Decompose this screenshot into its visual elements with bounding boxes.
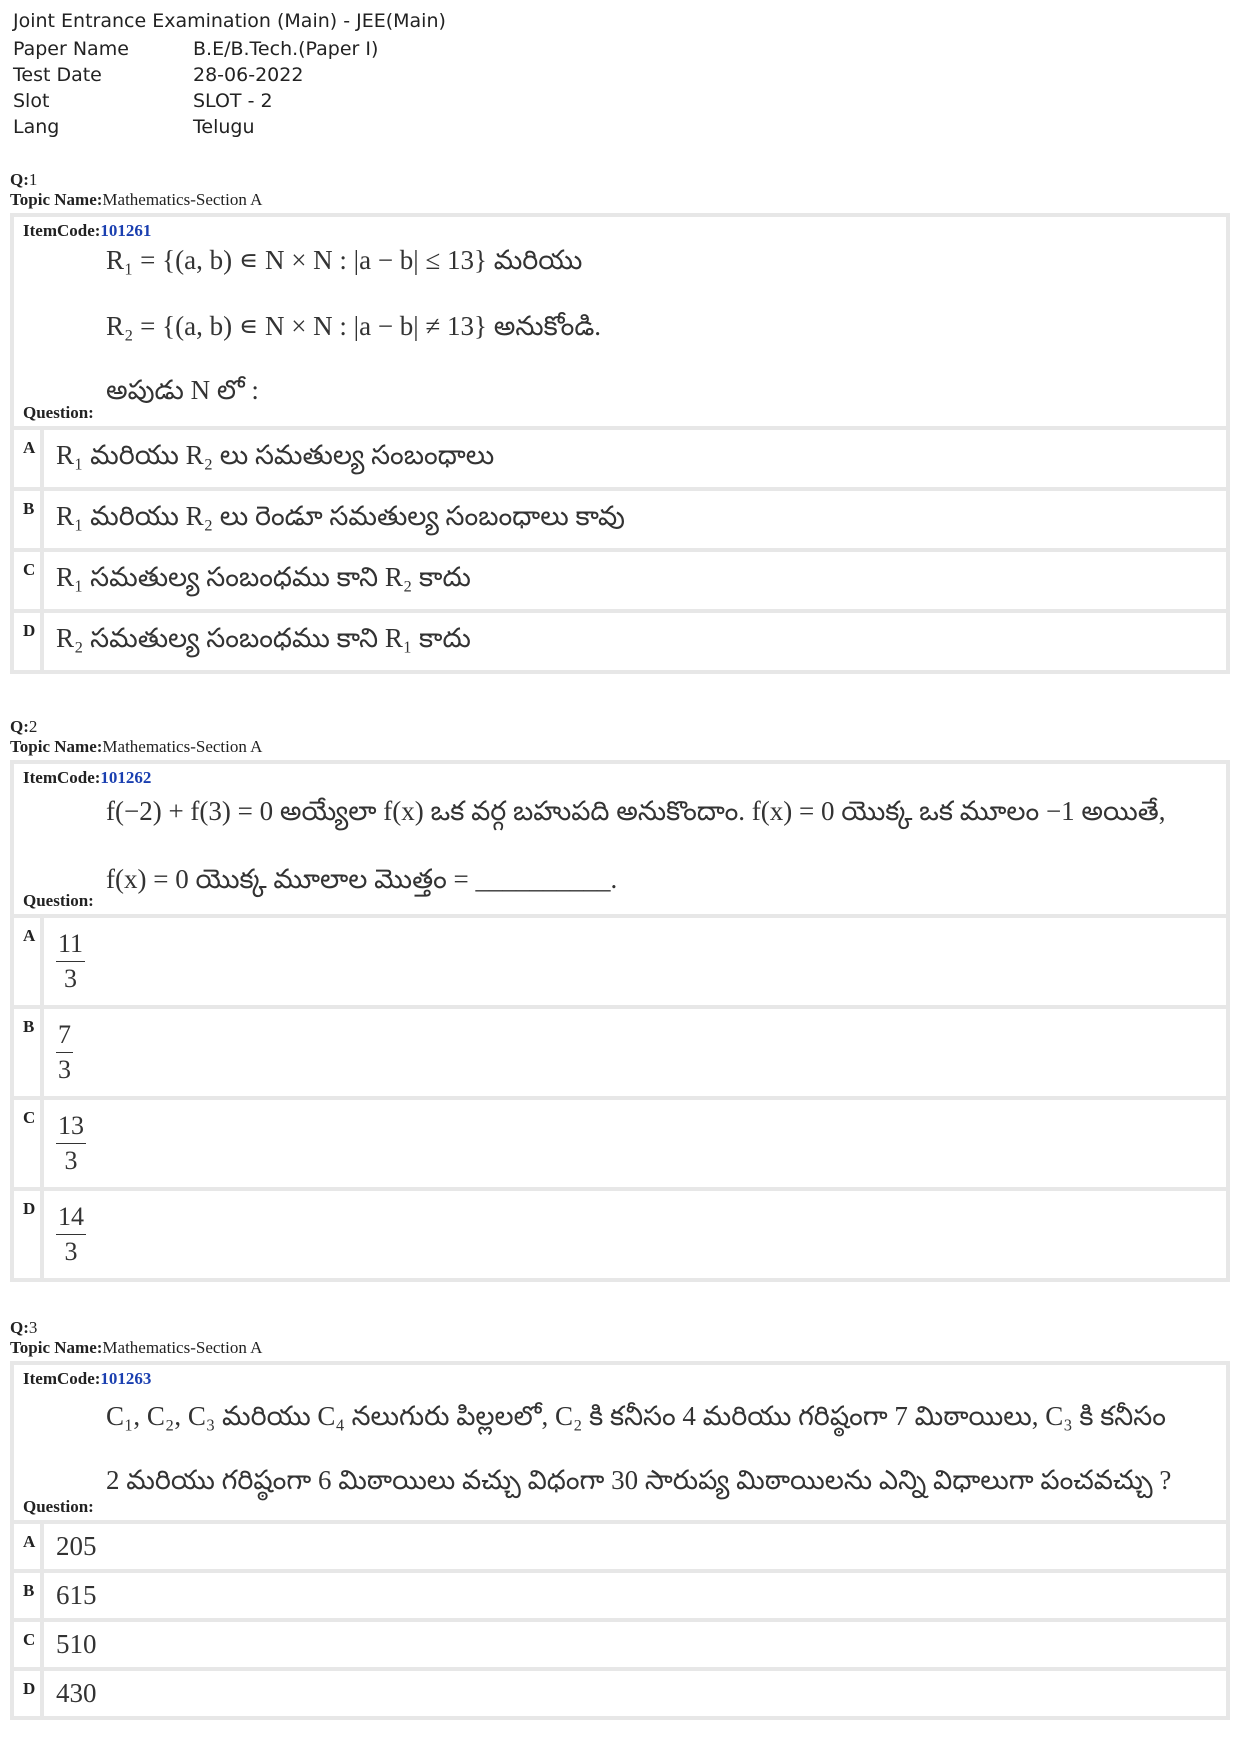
item-code [23, 768, 151, 788]
question-line: 2 మరియు గరిష్ఠంగా 6 మిఠాయిలు వచ్చు విధంగా 30 సారుప్య మిఠాయిలను ఎన్ని విధాలుగా పంచవచ్చు ? [106, 1465, 1172, 1495]
option-letter: C [14, 552, 44, 609]
question-frame [10, 1361, 1230, 1720]
topic-prefix: Topic Name: [10, 1338, 103, 1357]
topic-prefix: Topic Name: [10, 190, 103, 209]
option-b[interactable] [14, 491, 1226, 548]
question-line: R₂ = {(a, b) ∊ N × N : |a − b| ≠ 13} అనుకోండి. [106, 311, 602, 341]
fraction-numerator: 14 [56, 1202, 86, 1235]
fraction-denominator: 3 [64, 964, 78, 993]
option-text [44, 918, 85, 1005]
option-text: 205 [56, 1531, 97, 1561]
option-text: R₁ మరియు R₂ లు సమతుల్య సంబంధాలు [56, 439, 495, 470]
option-a[interactable] [14, 430, 1226, 487]
q-number-value: 1 [28, 170, 38, 189]
option-a[interactable] [14, 918, 1226, 1005]
option-a[interactable] [14, 1524, 1226, 1569]
option-letter: B [14, 491, 44, 548]
question-line: R₁ = {(a, b) ∊ N × N : |a − b| ≤ 13} మరియు [106, 245, 583, 275]
fraction-numerator: 11 [56, 929, 85, 962]
fraction-numerator: 7 [56, 1020, 73, 1053]
option-c[interactable] [14, 552, 1226, 609]
option-letter: D [14, 1671, 44, 1716]
meta-value: SLOT - 2 [193, 90, 273, 112]
option-text: R₁ సమతుల్య సంబంధము కాని R₂ కాదు [56, 561, 471, 592]
topic-name [10, 737, 1230, 757]
fraction [56, 929, 85, 994]
question-number [10, 717, 1230, 737]
question-block-3 [10, 1318, 1230, 1720]
item-code [23, 221, 151, 241]
question-line: C₁, C₂, C₃ మరియు C₄ నలుగురు పిల్లలలో, C₂ కి కనీసం 4 మరియు గరిష్ఠంగా 7 మిఠాయిలు, C₃ కి కనీసం [106, 1401, 1166, 1431]
fraction-denominator: 3 [64, 1146, 78, 1175]
question-line: f(x) = 0 యొక్క మూలాల మొత్తం = __________. [106, 864, 618, 894]
option-d[interactable] [14, 1191, 1226, 1278]
itemcode-prefix: ItemCode: [23, 1369, 101, 1388]
itemcode-value: 101262 [100, 768, 152, 787]
topic-value: Mathematics-Section A [102, 737, 263, 756]
option-b[interactable] [14, 1009, 1226, 1096]
meta-key: Test Date [13, 64, 102, 86]
itemcode-value: 101263 [100, 1369, 152, 1388]
topic-value: Mathematics-Section A [102, 1338, 263, 1357]
option-text: 430 [56, 1678, 97, 1708]
option-letter: D [14, 1191, 44, 1278]
fraction-numerator: 13 [56, 1111, 86, 1144]
q-prefix: Q: [10, 170, 29, 189]
question-number [10, 170, 1230, 190]
exam-header [13, 8, 446, 140]
option-text: R₂ సమతుల్య సంబంధము కాని R₁ కాదు [56, 622, 471, 653]
option-text: R₁ మరియు R₂ లు రెండూ సమతుల్య సంబంధాలు కావు [56, 500, 625, 531]
question-frame [10, 760, 1230, 1282]
option-d[interactable] [14, 613, 1226, 670]
question-cell [14, 217, 1226, 426]
option-c[interactable] [14, 1100, 1226, 1187]
topic-name [10, 190, 1230, 210]
fraction-denominator: 3 [58, 1055, 71, 1084]
option-letter: B [14, 1573, 44, 1618]
meta-key: Lang [13, 116, 60, 138]
topic-prefix: Topic Name: [10, 737, 103, 756]
option-b[interactable] [14, 1573, 1226, 1618]
item-code [23, 1369, 151, 1389]
option-letter: D [14, 613, 44, 670]
question-block-1 [10, 170, 1230, 674]
option-letter: A [14, 430, 44, 487]
q-prefix: Q: [10, 717, 29, 736]
fraction-denominator: 3 [64, 1237, 78, 1266]
itemcode-value: 101261 [100, 221, 152, 240]
meta-lang [13, 114, 446, 140]
q-number-value: 3 [28, 1318, 38, 1337]
meta-value: Telugu [193, 116, 255, 138]
option-d[interactable] [14, 1671, 1226, 1716]
question-label: Question: [23, 1497, 94, 1516]
question-frame [10, 213, 1230, 674]
question-cell [14, 1365, 1226, 1520]
meta-paper-name [13, 36, 446, 62]
question-number [10, 1318, 1230, 1338]
option-text [44, 1191, 86, 1278]
option-text [44, 1100, 86, 1187]
option-text: 615 [56, 1580, 97, 1610]
meta-value: B.E/B.Tech.(Paper I) [193, 38, 379, 60]
option-letter: B [14, 1009, 44, 1096]
option-letter: A [14, 1524, 44, 1569]
topic-value: Mathematics-Section A [102, 190, 263, 209]
meta-slot [13, 88, 446, 114]
meta-test-date [13, 62, 446, 88]
option-letter: A [14, 918, 44, 1005]
fraction [56, 1202, 86, 1267]
meta-key: Slot [13, 90, 50, 112]
topic-name [10, 1338, 1230, 1358]
question-cell [14, 764, 1226, 914]
question-line: అపుడు N లో : [106, 375, 259, 405]
option-c[interactable] [14, 1622, 1226, 1667]
meta-key: Paper Name [13, 38, 129, 60]
option-letter: C [14, 1100, 44, 1187]
meta-value: 28-06-2022 [193, 64, 304, 86]
itemcode-prefix: ItemCode: [23, 768, 101, 787]
q-prefix: Q: [10, 1318, 29, 1337]
question-label: Question: [23, 891, 94, 910]
question-line: f(−2) + f(3) = 0 అయ్యేలా f(x) ఒక వర్గ బహుపది అనుకొందాం. f(x) = 0 యొక్క ఒక మూలం −1 అయితే, [106, 796, 1166, 826]
fraction [56, 1020, 73, 1085]
option-text: 510 [56, 1629, 97, 1659]
option-letter: C [14, 1622, 44, 1667]
q-number-value: 2 [28, 717, 38, 736]
fraction [56, 1111, 86, 1176]
question-label: Question: [23, 403, 94, 422]
question-block-2 [10, 717, 1230, 1282]
itemcode-prefix: ItemCode: [23, 221, 101, 240]
exam-title: Joint Entrance Examination (Main) - JEE(Main) [13, 10, 446, 32]
option-text [44, 1009, 73, 1096]
